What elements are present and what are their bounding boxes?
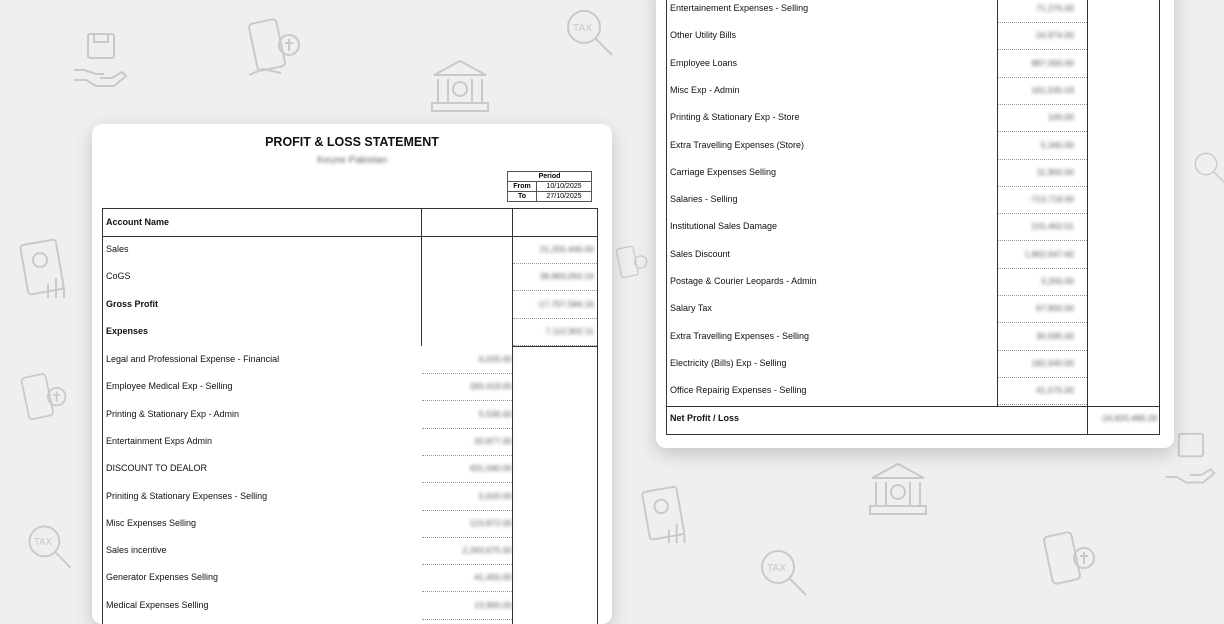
account-name: DISCOUNT TO DEALOR <box>106 463 208 474</box>
tax-magnifier-icon <box>1190 142 1224 194</box>
account-name: Postage & Courier Leopards - Admin <box>670 276 817 286</box>
period-from-label: From <box>508 182 537 192</box>
statement-table-continued <box>666 0 1160 435</box>
expense-row <box>103 402 597 429</box>
account-name: Carriage Expenses Selling <box>670 166 777 177</box>
account-value: 183,419.00 <box>469 381 512 392</box>
account-value: -713,719.00 <box>1028 194 1074 205</box>
account-name-header: Account Name <box>106 217 170 227</box>
expense-row <box>667 105 1159 132</box>
account-value: 1,862,647.60 <box>1024 248 1074 259</box>
expense-row <box>667 78 1159 105</box>
summary-row <box>103 237 597 264</box>
expense-row <box>667 214 1159 241</box>
account-value: 24,974.00 <box>1036 30 1074 41</box>
statement-table <box>102 208 598 624</box>
expense-row <box>667 133 1159 160</box>
money-phone-icon <box>1040 528 1106 598</box>
expense-row <box>667 378 1159 405</box>
account-name: Medical Expenses Selling <box>106 599 209 610</box>
expense-row <box>103 347 597 374</box>
expense-row <box>667 269 1159 296</box>
account-name: Other Utility Bills <box>670 30 737 41</box>
period-to-value: 27/10/2025 <box>537 192 592 202</box>
account-name: Printing & Stationary Exp - Admin <box>106 408 240 419</box>
net-profit-row <box>667 406 1159 433</box>
summary-row <box>103 292 597 319</box>
expense-row <box>667 242 1159 269</box>
expense-row <box>667 324 1159 351</box>
account-name: Employee Loans <box>670 57 738 68</box>
account-name: CoGS <box>106 271 131 282</box>
account-value: 7,112,902.11 <box>545 325 594 336</box>
expense-row <box>103 593 597 620</box>
account-name: Entertainment Exps Admin <box>106 435 213 446</box>
company-name: Keune Pakistan <box>316 155 388 166</box>
account-name: Expenses <box>106 325 149 336</box>
account-value: 13,900.00 <box>474 599 512 610</box>
account-value: 5,620.00 <box>478 490 512 501</box>
account-name: Extra Travelling Expenses - Selling <box>670 330 810 341</box>
expense-row <box>667 160 1159 187</box>
money-phone-icon <box>18 370 76 432</box>
bank-icon <box>866 458 930 518</box>
account-value: -17,707,584.16 <box>536 298 594 309</box>
account-value: 41,450.00 <box>474 572 512 583</box>
money-phone-icon <box>614 240 654 290</box>
account-value: 182,640.00 <box>1031 357 1074 368</box>
net-profit-value: -24,820,486.28 <box>1099 413 1157 423</box>
account-value: 33,877.00 <box>474 435 512 446</box>
account-name: Legal and Professional Expense - Financial <box>106 354 280 364</box>
expense-row <box>667 0 1159 23</box>
expense-row <box>103 374 597 401</box>
account-name: Employee Medical Exp - Selling <box>106 381 233 392</box>
account-name: Office Repairig Expenses - Selling <box>670 385 807 396</box>
account-value: 123,872.00 <box>469 517 512 528</box>
account-name: Extra Travelling Expenses (Store) <box>670 139 805 150</box>
account-name: Generator Expenses Selling <box>106 572 219 583</box>
account-value: 11,900.00 <box>1036 166 1074 177</box>
tax-magnifier-icon <box>560 5 620 61</box>
account-value: 100.00 <box>1048 112 1074 123</box>
expense-row <box>667 296 1159 323</box>
expense-row <box>103 511 597 538</box>
account-value: 6,025.00 <box>478 354 512 364</box>
account-value: 71,275.00 <box>1036 3 1074 13</box>
tax-magnifier-icon <box>22 520 78 574</box>
period-header: Period <box>508 172 592 182</box>
account-name: Printing & Stationary Exp - Store <box>670 112 800 123</box>
account-value: 161,535.03 <box>1031 84 1074 95</box>
expense-row <box>103 429 597 456</box>
account-name: Salaries - Selling <box>670 194 738 205</box>
expense-row <box>103 565 597 592</box>
account-name: Salary Tax <box>670 303 712 314</box>
svg-text:TAX: TAX <box>573 23 593 34</box>
statement-page-2 <box>656 0 1174 448</box>
bank-icon <box>428 55 492 115</box>
account-value: 2,293,675.00 <box>462 545 512 556</box>
svg-text:TAX: TAX <box>767 563 787 574</box>
account-name: Entertainement Expenses - Selling <box>670 3 809 13</box>
account-value: 5,340.00 <box>1040 139 1074 150</box>
expense-row <box>103 456 597 483</box>
statement-title: PROFIT & LOSS STATEMENT <box>265 135 439 149</box>
account-value: 38,963,050.16 <box>539 271 594 282</box>
expense-row <box>667 351 1159 378</box>
account-value: 67,800.00 <box>1036 303 1074 314</box>
account-value: 21,255,446.00 <box>539 244 594 254</box>
hand-box-icon <box>70 30 130 94</box>
account-value: 431,040.00 <box>469 463 512 474</box>
account-name: Electricity (Bills) Exp - Selling <box>670 357 787 368</box>
account-value: 5,536.00 <box>478 408 512 419</box>
expense-row <box>103 484 597 511</box>
period-table <box>507 171 592 202</box>
report-icon <box>18 238 76 304</box>
period-from-value: 10/10/2025 <box>537 182 592 192</box>
account-name: Sales incentive <box>106 545 167 556</box>
account-value: 30,595.00 <box>1036 330 1074 341</box>
summary-row <box>103 264 597 291</box>
account-name: Sales Discount <box>670 248 731 259</box>
statement-page-1 <box>92 124 612 624</box>
expense-row <box>667 23 1159 50</box>
account-name: Institutional Sales Damage <box>670 221 778 232</box>
account-value: 3,200.00 <box>1040 276 1074 286</box>
account-name: Misc Expenses Selling <box>106 517 197 528</box>
svg-text:TAX: TAX <box>34 537 52 549</box>
period-to-label: To <box>508 192 537 202</box>
expense-row <box>667 187 1159 214</box>
money-phone-icon <box>245 15 311 85</box>
account-value: 897,000.00 <box>1031 57 1074 68</box>
net-profit-label: Net Profit / Loss <box>670 413 740 423</box>
account-name: Misc Exp - Admin <box>670 84 740 95</box>
summary-row <box>103 319 597 346</box>
tax-magnifier-icon <box>754 545 814 601</box>
account-value: 41,575.00 <box>1036 385 1074 396</box>
report-icon <box>640 485 696 549</box>
expense-row <box>103 538 597 565</box>
account-value: 215,462.51 <box>1031 221 1074 232</box>
account-name: Priniting & Stationary Expenses - Selling <box>106 490 268 501</box>
account-name: Sales <box>106 244 129 254</box>
account-name: Gross Profit <box>106 298 159 309</box>
expense-row <box>667 51 1159 78</box>
